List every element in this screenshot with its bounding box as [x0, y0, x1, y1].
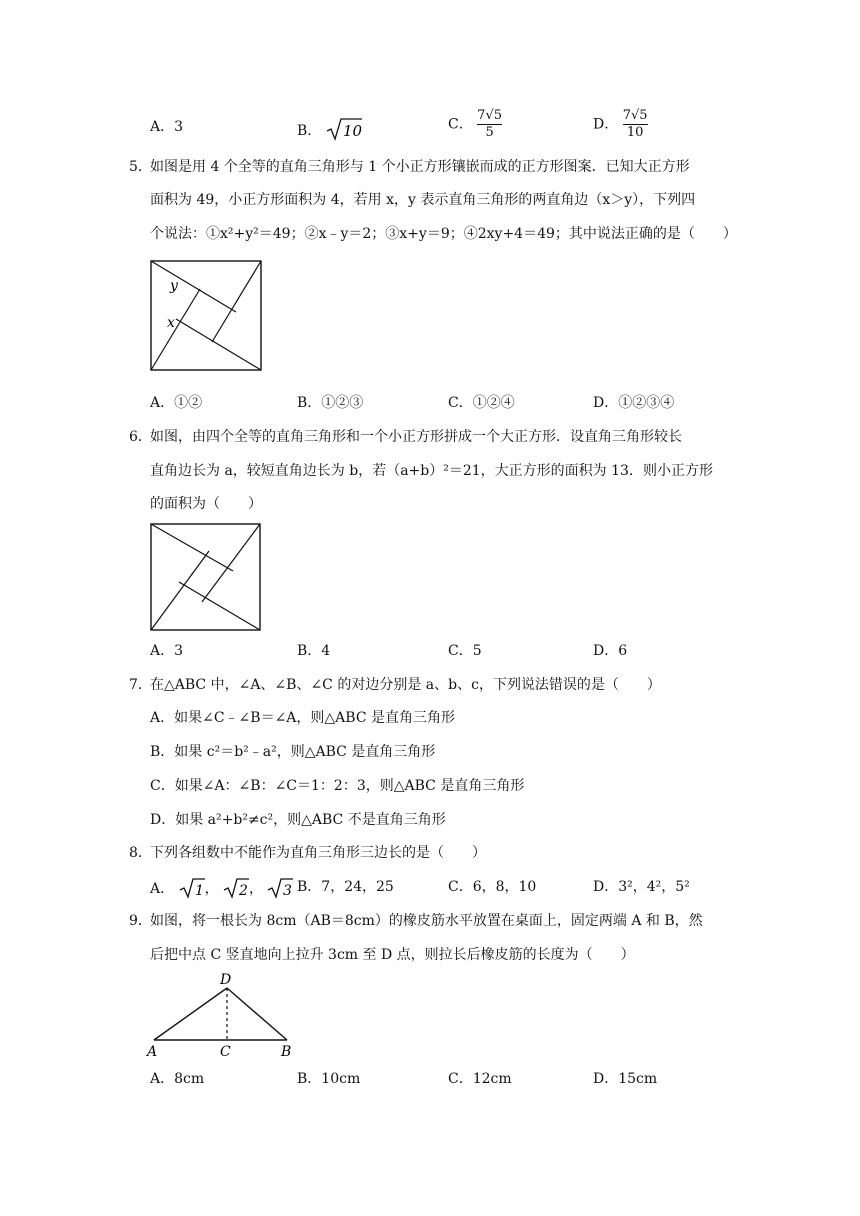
q8-option-a: A． 1 ， 2 ， 3	[150, 877, 293, 899]
q8-option-c: C．6，8，10	[448, 879, 537, 895]
q5-option-c: C．①②④	[448, 395, 515, 411]
q6-line-2: 直角边长为 a，较短直角边长为 b，若（a+b）²＝21，大正方形的面积为 13．则小正方形	[150, 463, 713, 479]
q4-option-d-numerator: 7√5	[622, 108, 648, 123]
q8-radicand-2: 2	[239, 883, 248, 899]
q9-line-1: 如图，将一根长为 8cm（AB＝8cm）的橡皮筋水平放置在桌面上，固定两端 A 和 B，然	[150, 913, 703, 929]
q4-option-d-denominator: 10	[626, 125, 644, 140]
q5-option-a: A．①②	[150, 395, 203, 411]
q6-figure	[150, 523, 262, 632]
q8-option-a-label: A．	[150, 881, 175, 897]
q4-option-c	[448, 108, 502, 141]
q9-label-a: A	[147, 1044, 158, 1060]
q8-radicand-3: 3	[283, 883, 293, 899]
q9-option-b: B．10cm	[297, 1071, 361, 1087]
q6-option-d: D．6	[593, 643, 628, 659]
q9-option-d: D．15cm	[593, 1071, 658, 1087]
q5-option-d: D．①②③④	[593, 395, 675, 411]
q9-label-b: B	[281, 1044, 292, 1060]
q6-option-c: C．5	[448, 643, 482, 659]
q6-line-1: 如图，由四个全等的直角三角形和一个小正方形拼成一个大正方形．设直角三角形较长	[150, 429, 682, 445]
q4-option-d-label: D．	[593, 116, 619, 133]
q9-option-a: A．8cm	[150, 1071, 205, 1087]
q4-option-c-numerator: 7√5	[477, 108, 502, 123]
sqrt-icon	[179, 877, 205, 899]
q9-label-d: D	[220, 972, 232, 988]
q4-option-c-denominator: 5	[485, 125, 494, 140]
q7-option-b: B．如果 c²＝b²﹣a²，则△ABC 是直角三角形	[150, 744, 436, 760]
q5-figure	[150, 260, 263, 372]
q9-figure	[144, 970, 300, 1060]
q4-option-b-label: B．	[297, 123, 322, 139]
q5-line-2: 面积为 49，小正方形面积为 4，若用 x，y 表示直角三角形的两直角边（x＞y），下列四	[150, 192, 696, 208]
q8-option-b: B．7，24，25	[297, 879, 394, 895]
q5-line-3: 个说法：①x²+y²＝49；②x﹣y＝2；③x+y＝9；④2xy+4＝49；其中说法正确的是（ ）	[150, 226, 737, 242]
q9-line-2: 后把中点 C 竖直地向上拉升 3cm 至 D 点，则拉长后橡皮筋的长度为（ ）	[150, 947, 635, 963]
q7-number: 7．	[129, 677, 152, 693]
q8-option-d: D．3²，4²，5²	[593, 879, 690, 895]
q4-option-d	[593, 108, 648, 141]
q4-option-c-fraction	[477, 108, 502, 141]
q9-number: 9．	[129, 913, 152, 929]
q4-option-b	[297, 117, 362, 141]
q4-option-c-label: C．	[448, 116, 473, 133]
q9-option-c: C．12cm	[448, 1071, 512, 1087]
q4-option-b-radicand: 10	[342, 122, 362, 140]
q5-number: 5．	[129, 159, 152, 175]
q7-stem: 在△ABC 中，∠A、∠B、∠C 的对边分别是 a、b、c，下列说法错误的是（ ）	[150, 677, 661, 693]
q5-label-y: y	[170, 278, 178, 294]
sqrt-icon	[223, 877, 249, 899]
q4-option-d-fraction	[623, 108, 648, 141]
q5-option-b: B．①②③	[297, 395, 364, 411]
q6-option-a: A．3	[150, 643, 184, 659]
q4-option-a: A．3	[150, 119, 184, 135]
q6-number: 6．	[129, 429, 152, 445]
q8-number: 8．	[129, 845, 152, 861]
sqrt-icon	[267, 877, 293, 899]
q8-radicand-1: 1	[194, 883, 204, 899]
q5-line-1: 如图是用 4 个全等的直角三角形与 1 个小正方形镶嵌而成的正方形图案．已知大正方形	[150, 159, 690, 175]
q7-option-a: A．如果∠C﹣∠B＝∠A，则△ABC 是直角三角形	[150, 710, 455, 726]
sqrt-icon	[326, 117, 362, 141]
q6-option-b: B．4	[297, 643, 331, 659]
q7-option-c: C．如果∠A：∠B：∠C＝1：2：3，则△ABC 是直角三角形	[150, 778, 525, 794]
q9-label-c: C	[220, 1044, 231, 1060]
q7-option-d: D．如果 a²+b²≠c²，则△ABC 不是直角三角形	[150, 812, 446, 828]
q5-label-x: x	[167, 315, 175, 331]
q6-line-3: 的面积为（ ）	[150, 496, 262, 512]
q8-stem: 下列各组数中不能作为直角三角形三边长的是（ ）	[150, 845, 486, 861]
